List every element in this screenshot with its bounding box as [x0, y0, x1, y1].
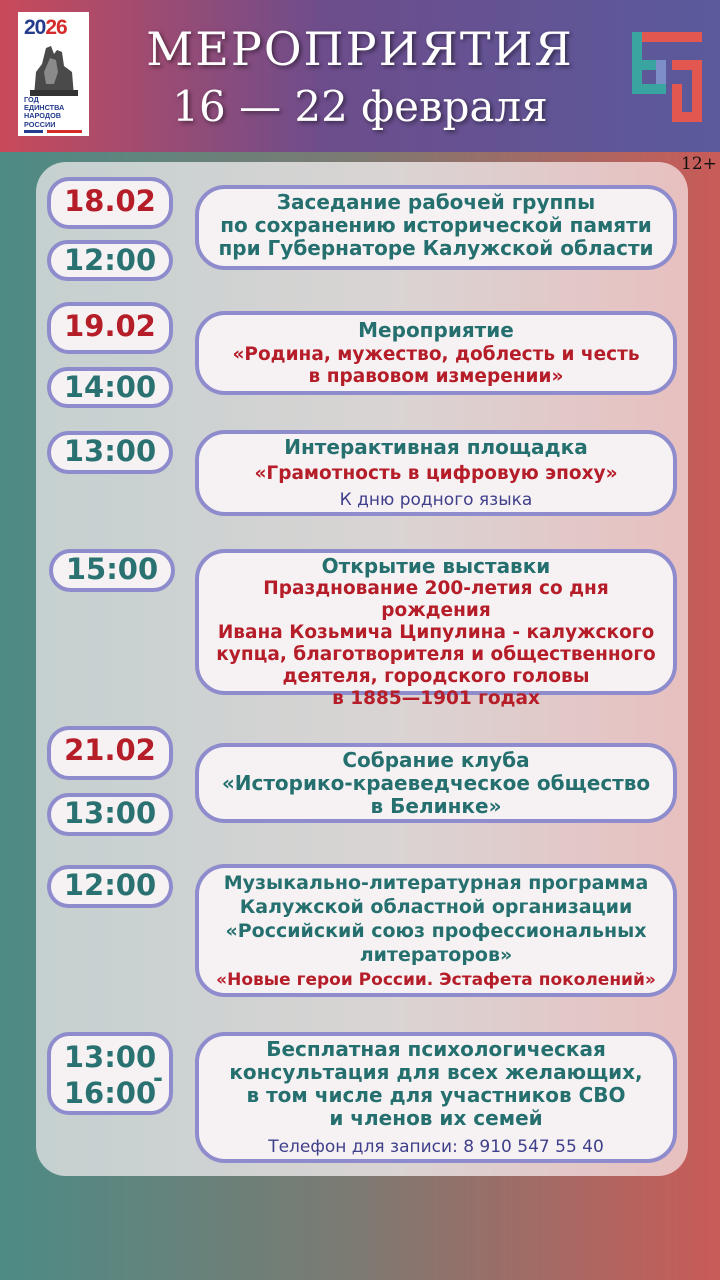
time-badge: 13:00: [47, 793, 173, 836]
event-card: [195, 1032, 677, 1163]
event-card: [195, 864, 677, 997]
event-note: К дню родного языка: [339, 490, 533, 510]
event-title: «Историко-краеведческое общество: [221, 771, 651, 795]
event-subtitle: купца, благотворителя и общественного: [216, 644, 656, 665]
logo-flag-stripes: [24, 130, 82, 133]
time-badge: 12:00: [47, 865, 173, 908]
event-title: «Российский союз профессиональных: [225, 920, 647, 942]
time-range-badge: [47, 1032, 173, 1115]
page-title: МЕРОПРИЯТИЯ: [146, 22, 574, 76]
monument-icon: [24, 42, 83, 96]
event-subtitle: в правовом измерении»: [308, 366, 564, 387]
time-range-dash: -: [153, 1064, 163, 1092]
event-title: Мероприятие: [358, 318, 514, 342]
event-title: Интерактивная площадка: [284, 435, 588, 459]
event-title: Бесплатная психологическая: [266, 1037, 606, 1061]
event-title: Открытие выставки: [321, 554, 551, 578]
time-start: 13:00: [63, 1040, 157, 1074]
event-subtitle: Ивана Козьмича Ципулина - калужского: [217, 622, 655, 643]
event-title: Собрание клуба: [342, 748, 530, 772]
event-title: и членов их семей: [329, 1106, 543, 1130]
event-title: при Губернаторе Калужской области: [218, 236, 654, 260]
time-badge: 14:00: [47, 367, 173, 408]
event-card: [195, 311, 677, 395]
event-title: по сохранению исторической памяти: [220, 213, 652, 237]
event-subtitle: «Новые герои России. Эстафета поколений»: [216, 970, 656, 990]
year-of-unity-logo: [18, 12, 89, 136]
time-badge: 13:00: [47, 431, 173, 474]
logo-year: 2026: [24, 16, 67, 39]
event-title: в том числе для участников СВО: [246, 1083, 626, 1107]
header-banner: [0, 0, 720, 152]
time-badge: 15:00: [49, 549, 175, 592]
date-badge: 21.02: [47, 726, 173, 780]
event-title: консультация для всех желающих,: [229, 1060, 643, 1084]
event-subtitle: деятеля, городского головы: [282, 666, 590, 687]
event-card: [195, 743, 677, 823]
event-subtitle: «Родина, мужество, доблесть и честь: [232, 344, 640, 365]
event-title: в Белинке»: [370, 794, 502, 818]
date-badge: 18.02: [47, 177, 173, 229]
event-phone-note: Телефон для записи: 8 910 547 55 40: [268, 1137, 604, 1157]
event-title: литераторов»: [359, 944, 513, 966]
event-subtitle: «Грамотность в цифровую эпоху»: [254, 463, 618, 484]
event-title: Заседание рабочей группы: [276, 190, 596, 214]
event-title: Калужской областной организации: [239, 896, 633, 918]
library-brand-logo: [628, 32, 704, 124]
age-rating-badge: 12+: [681, 154, 717, 174]
event-title: Музыкально-литературная программа: [223, 872, 649, 894]
event-subtitle: в 1885—1901 годах: [332, 688, 540, 709]
event-card: [195, 430, 677, 516]
event-subtitle: Празднование 200-летия со дня рождения: [263, 578, 609, 621]
event-card: [195, 549, 677, 709]
time-end: 16:00: [63, 1076, 157, 1110]
event-card: [195, 185, 677, 270]
page-subtitle-dates: 16 — 22 февраля: [172, 82, 548, 131]
time-badge: 12:00: [47, 240, 173, 281]
logo-text: ГОД ЕДИНСТВА НАРОДОВ РОССИИ: [24, 95, 65, 129]
date-badge: 19.02: [47, 302, 173, 354]
